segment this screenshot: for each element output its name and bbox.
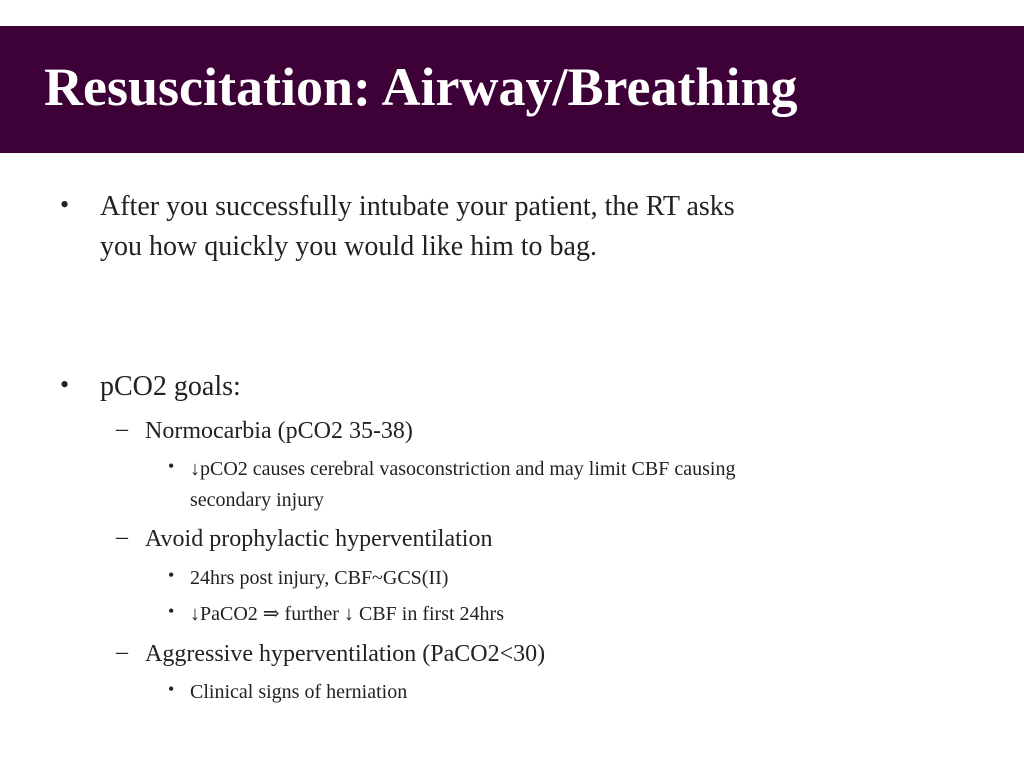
dash-marker: – [116, 524, 128, 550]
subbullet-aggressive-hyperventilation: Aggressive hyperventilation (PaCO2<30) [145, 641, 546, 667]
bullet-marker: • [60, 190, 70, 219]
dash-marker: – [116, 639, 128, 665]
dash-marker: – [116, 416, 128, 442]
detail-24hrs-post-injury: 24hrs post injury, CBF~GCS(II) [190, 567, 449, 589]
dot-marker: • [168, 679, 175, 699]
dot-marker: • [168, 601, 175, 621]
detail-vasoconstriction: ↓pCO2 causes cerebral vasoconstriction and may limit CBF causing secondary injury [190, 458, 736, 511]
detail-herniation-signs: Clinical signs of herniation [190, 681, 408, 703]
slide-title: Resuscitation: Airway/Breathing [44, 57, 798, 117]
bullet-intubation-question: After you successfully intubate your patient, the RT asks you how quickly you would like him to bag. [100, 191, 735, 262]
subbullet-normocarbia: Normocarbia (pCO2 35-38) [145, 418, 413, 444]
dot-marker: • [168, 456, 175, 476]
dot-marker: • [168, 565, 175, 585]
bullet-marker: • [60, 370, 70, 399]
detail-paco2-cbf: ↓PaCO2 ⇒ further ↓ CBF in first 24hrs [190, 603, 504, 625]
bullet-pco2-goals: pCO2 goals: [100, 371, 241, 402]
subbullet-avoid-hyperventilation: Avoid prophylactic hyperventilation [145, 526, 493, 552]
